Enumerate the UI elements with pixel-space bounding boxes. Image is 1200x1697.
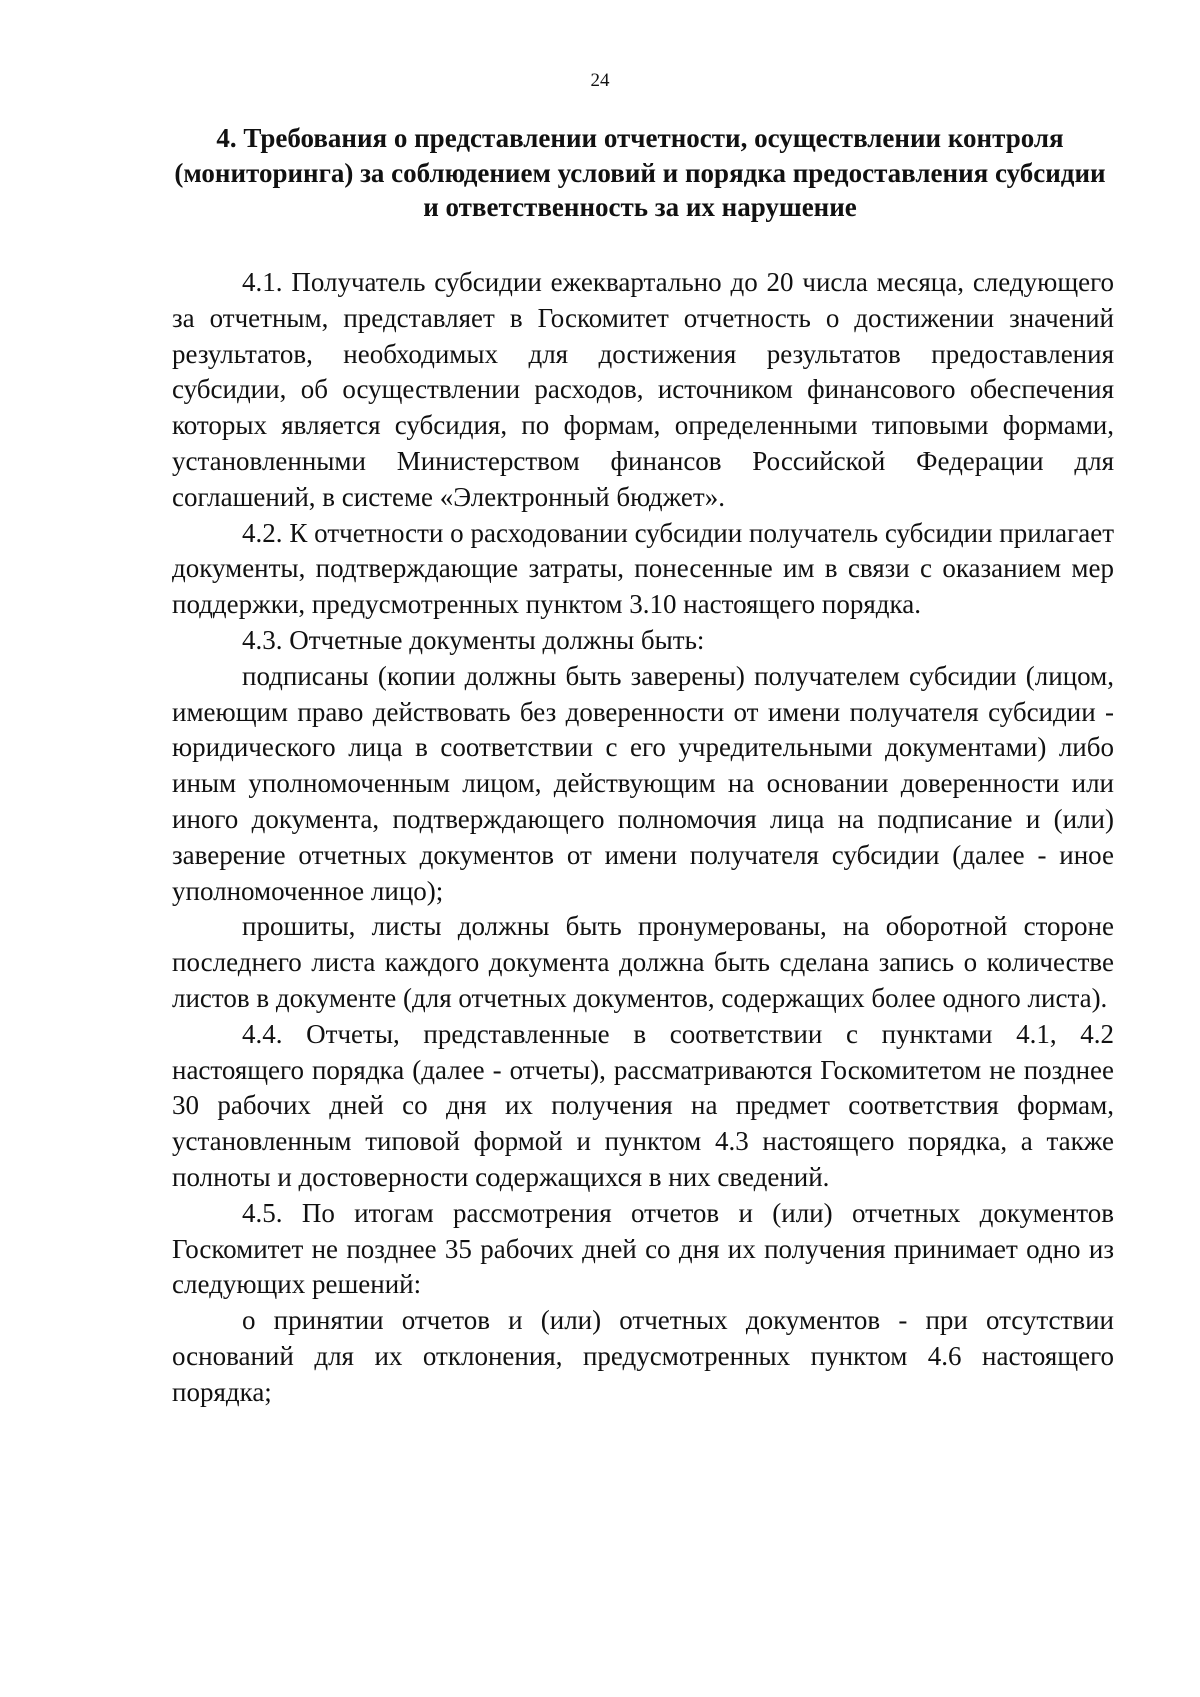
section-title-line: и ответственность за их нарушение	[423, 192, 857, 222]
section-title-line: 4. Требования о представлении отчетности, осуществлении контроля	[216, 123, 1064, 153]
paragraph-4-3: 4.3. Отчетные документы должны быть:	[242, 624, 705, 655]
paragraph-4-5-acceptance: о принятии отчетов и (или) отчетных документов - при отсутствии оснований для их отклонения, предусмотренных пунктом 4.6 настоящего порядка;	[172, 1305, 1114, 1407]
document-body	[172, 265, 1114, 1411]
paragraph-4-5: 4.5. По итогам рассмотрения отчетов и (или) отчетных документов Госкомитет не позднее 35 рабочих дней со дня их получения принимает одно из следующих решений:	[172, 1197, 1114, 1300]
paragraph-4-1: 4.1. Получатель субсидии ежеквартально до 20 числа месяца, следующего за отчетным, представляет в Госкомитет отчетность о достижении значений результатов, необходимых для достижения результатов предоставления субсидии, об осуществлении расходов, источником финансового обеспечения которых является субсидия, по формам, определенными типовыми формами, установленными Министерством финансов Российской Федерации для соглашений, в системе «Электронный бюджет».	[172, 267, 1114, 512]
page-number: 24	[590, 70, 610, 91]
paragraph-4-4: 4.4. Отчеты, представленные в соответствии с пунктами 4.1, 4.2 настоящего порядка (далее - отчеты), рассматриваются Госкомитетом не позднее 30 рабочих дней со дня их получения на предмет соответствия формам, установленным типовой формой и пунктом 4.3 настоящего порядка, а также полноты и достоверности содержащихся в них сведений.	[172, 1018, 1114, 1192]
section-title	[160, 121, 1120, 225]
paragraph-4-3-bound: прошиты, листы должны быть пронумерованы, на оборотной стороне последнего листа каждого документа должна быть сделана запись о количестве листов в документе (для отчетных документов, содержащих более одного листа).	[172, 911, 1114, 1013]
section-title-line: (мониторинга) за соблюдением условий и порядка предоставления субсидии	[174, 157, 1106, 188]
paragraph-4-3-signed: подписаны (копии должны быть заверены) получателем субсидии (лицом, имеющим право действовать без доверенности от имени получателя субсидии - юридического лица в соответствии с его учредительными документами) либо иным уполномоченным лицом, действующим на основании доверенности или иного документа, подтверждающего полномочия лица на подписание и (или) заверение отчетных документов от имени получателя субсидии (далее - иное уполномоченное лицо);	[172, 660, 1114, 906]
paragraph-4-2: 4.2. К отчетности о расходовании субсидии получатель субсидии прилагает документы, подтверждающие затраты, понесенные им в связи с оказанием мер поддержки, предусмотренных пунктом 3.10 настоящего порядка.	[172, 517, 1114, 620]
